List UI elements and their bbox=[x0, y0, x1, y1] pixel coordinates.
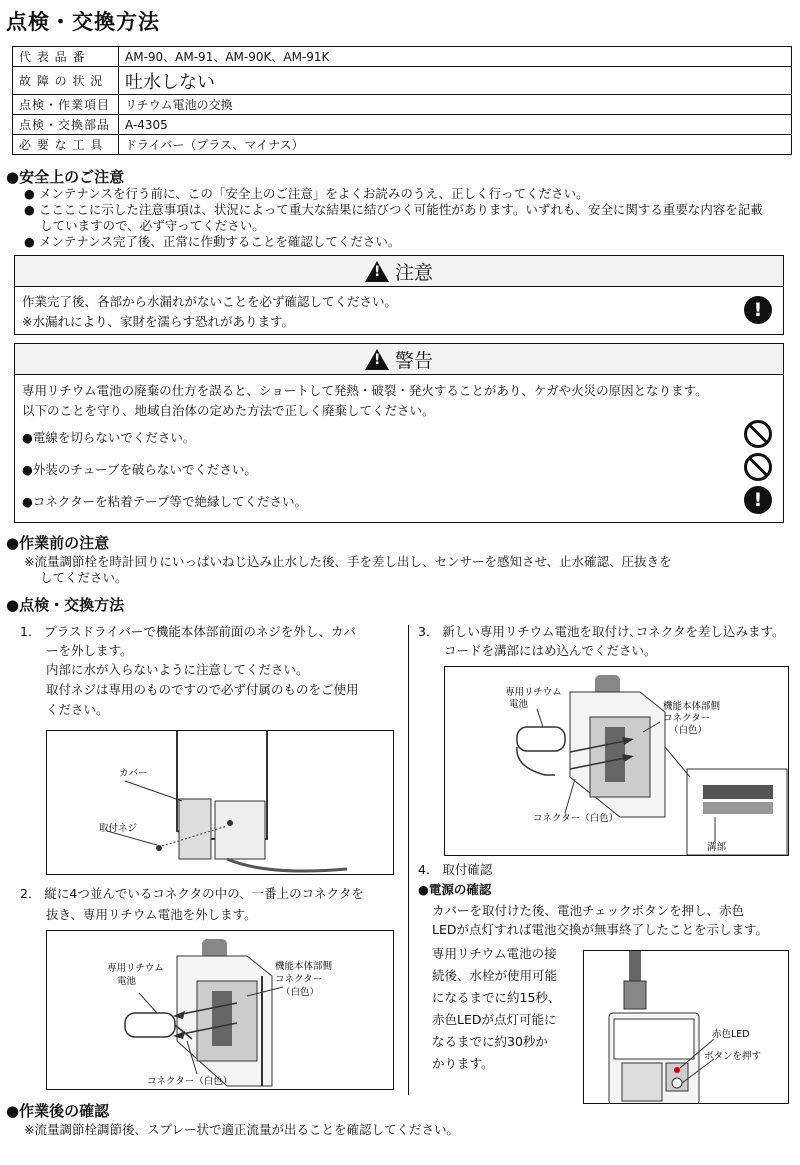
screw-label: 取付ネジ bbox=[99, 823, 138, 834]
figure-remove-battery bbox=[46, 930, 394, 1090]
battery-label: 電池 bbox=[509, 699, 529, 710]
cover-label: カバー bbox=[119, 768, 148, 779]
power-line-narrow: かります。 bbox=[432, 1056, 494, 1071]
warning-item: ●電線を切らないでください。 bbox=[22, 430, 196, 445]
connector-label: コネクター（白色） bbox=[533, 813, 619, 824]
info-value: ドライバー（プラス、マイナス） bbox=[119, 135, 792, 155]
safety-item: ● メンテナンスを行う前に、この「安全上のご注意」をよくお読みのうえ、正しく行ってください。 bbox=[24, 186, 589, 201]
figure-led-check bbox=[583, 950, 789, 1104]
warning-item: ●コネクターを粘着テープ等で絶縁してください。 bbox=[22, 494, 308, 509]
warning-item: ●外装のチューブを破らないでください。 bbox=[22, 462, 257, 477]
caution-header bbox=[15, 256, 783, 287]
table-row bbox=[13, 47, 792, 67]
warning-line: 以下のことを守り、地域自治体の定めた方法で正しく廃棄してください。 bbox=[22, 403, 435, 418]
info-value: AM-90、AM-91、AM-90K、AM-91K bbox=[119, 47, 792, 67]
method-heading: ●点検・交換方法 bbox=[6, 596, 125, 614]
body-connector-label: 機能本体部側 bbox=[275, 961, 333, 972]
info-value: A-4305 bbox=[119, 115, 792, 135]
prohibited-icon bbox=[744, 420, 772, 448]
power-line-narrow: 赤色LEDが点灯可能に bbox=[432, 1012, 557, 1027]
info-table bbox=[12, 46, 792, 155]
step1-line: ください。 bbox=[46, 702, 109, 717]
prohibited-icon bbox=[744, 453, 772, 481]
caution-label: 注意 bbox=[394, 261, 433, 284]
warning-label: 警告 bbox=[394, 349, 433, 372]
step1-line: ーを外します。 bbox=[46, 643, 133, 658]
info-key: 点検・作業項目 bbox=[13, 95, 119, 115]
step1-line: 内部に水が入らないように注意してください。 bbox=[46, 662, 309, 677]
prework-line: してください。 bbox=[40, 570, 128, 585]
info-value: 吐水しない bbox=[119, 67, 792, 95]
body-connector-label: コネクター bbox=[663, 713, 711, 724]
mandatory-icon: ! bbox=[744, 486, 772, 514]
power-heading: ●電源の確認 bbox=[418, 882, 492, 897]
warning-header bbox=[15, 344, 783, 375]
info-key: 故 障 の 状 況 bbox=[13, 67, 119, 95]
safety-item: ● ここここに示した注意事項は、状況によって重大な結果に結びつく可能性があります。いずれも、安全に関する重要な内容を記載 bbox=[24, 202, 763, 217]
info-key: 必 要 な 工 具 bbox=[13, 135, 119, 155]
prework-line: ※流量調節栓を時計回りにいっぱいねじ込み止水した後、手を差し出し、センサーを感知させ、止水確認、圧抜きを bbox=[24, 554, 672, 569]
warning-triangle-icon bbox=[365, 261, 389, 282]
power-line: LEDが点灯すれば電池交換が無事終了したことを示します。 bbox=[432, 922, 768, 937]
step3-line: 3． 新しい専用リチウム電池を取付け､コネクタを差し込みます。 bbox=[418, 624, 785, 639]
power-line-narrow: になるまでに約15秒、 bbox=[432, 990, 561, 1005]
body-connector-label: 機能本体部側 bbox=[663, 701, 721, 712]
caution-line: 作業完了後、各部から水漏れがないことを必ず確認してください。 bbox=[22, 294, 398, 309]
postwork-heading: ●作業後の確認 bbox=[6, 1102, 110, 1120]
connector-label: コネクター（白色） bbox=[147, 1076, 233, 1087]
led-label: 赤色LED bbox=[712, 1029, 750, 1040]
step3-line: コードを溝部にはめ込んでください。 bbox=[444, 643, 657, 658]
info-key: 点検・交換部品 bbox=[13, 115, 119, 135]
remove-battery-diagram bbox=[47, 931, 394, 1090]
step2-line: 抜き、専用リチウム電池を外します。 bbox=[46, 907, 257, 922]
step1-line: 1． プラスドライバーで機能本体部前面のネジを外し、カバ bbox=[20, 624, 356, 639]
table-row bbox=[13, 95, 792, 115]
led-check-diagram bbox=[584, 951, 789, 1104]
battery-label: 専用リチウム bbox=[505, 687, 562, 698]
battery-label: 電池 bbox=[117, 976, 137, 987]
body-connector-label: （白色） bbox=[281, 987, 320, 998]
button-label: ボタンを押す bbox=[704, 1051, 762, 1062]
step1-line: 取付ネジは専用のものですので必ず付属のものをご使用 bbox=[46, 682, 359, 697]
warning-line: 専用リチウム電池の廃棄の仕方を誤ると、ショートして発熱・破裂・発火することがあり、ケガや火災の原因となります。 bbox=[22, 383, 708, 398]
table-row bbox=[13, 115, 792, 135]
power-line-narrow: 専用リチウム電池の接 bbox=[432, 946, 557, 961]
body-connector-label: （白色） bbox=[669, 725, 708, 736]
step2-line: 2． 縦に4つ並んでいるコネクタの中の、一番上のコネクタを bbox=[20, 886, 364, 901]
info-key: 代 表 品 番 bbox=[13, 47, 119, 67]
figure-cover-removal bbox=[46, 730, 394, 875]
mandatory-icon: ! bbox=[744, 296, 772, 324]
table-row bbox=[13, 67, 792, 95]
body-connector-label: コネクター bbox=[275, 974, 323, 985]
install-battery-diagram bbox=[445, 667, 789, 856]
step4-line: 4． 取付確認 bbox=[418, 862, 493, 877]
table-row bbox=[13, 135, 792, 155]
cover-diagram bbox=[47, 731, 394, 875]
prework-heading: ●作業前の注意 bbox=[6, 534, 110, 552]
safety-item: していますので、必ず守ってください。 bbox=[40, 218, 265, 233]
column-divider bbox=[408, 625, 409, 1095]
figure-install-battery bbox=[444, 666, 789, 856]
caution-line: ※水漏れにより、家財を濡らす恐れがあります。 bbox=[22, 314, 294, 329]
battery-label: 専用リチウム bbox=[107, 963, 164, 974]
power-line-narrow: 続後、水栓が使用可能 bbox=[432, 968, 558, 983]
page-title: 点検・交換方法 bbox=[6, 10, 160, 34]
power-line: カバーを取付けた後、電池チェックボタンを押し、赤色 bbox=[432, 903, 745, 918]
caution-box bbox=[14, 255, 784, 335]
warning-box bbox=[14, 343, 784, 523]
warning-triangle-icon bbox=[365, 349, 389, 370]
postwork-line: ※流量調節栓調節後、スプレー状で適正流量が出ることを確認してください。 bbox=[24, 1122, 459, 1137]
groove-label: 溝部 bbox=[707, 842, 727, 853]
safety-heading: ●安全上のご注意 bbox=[6, 168, 125, 186]
safety-item: ● メンテナンス完了後、正常に作動することを確認してください。 bbox=[24, 234, 401, 249]
info-value: リチウム電池の交換 bbox=[119, 95, 792, 115]
power-line-narrow: なるまでに約30秒か bbox=[432, 1034, 548, 1049]
